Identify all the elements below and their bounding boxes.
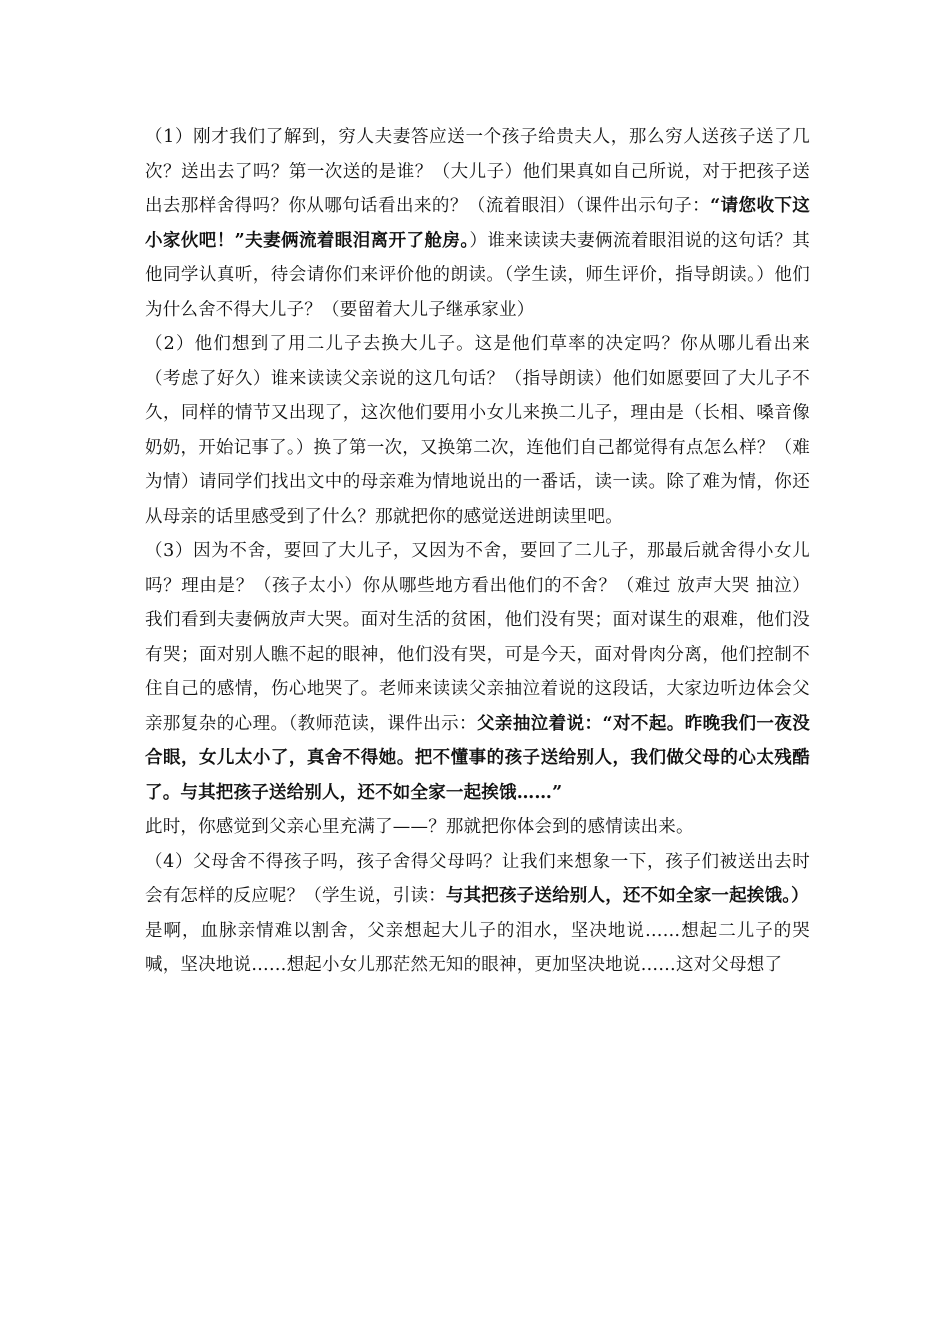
paragraph-2-text: （2）他们想到了用二儿子去换大儿子。这是他们草率的决定吗？你从哪儿看出来（考虑了好久）谁来读读父亲说的这几句话？（指导朗读）他们如愿要回了大儿子不久，同样的情节又出现了，这次他们要用小女儿来换二儿子，理由是（长相、嗓音像奶奶，开始记事了。）换了第一次，又换第二次，连他们自己都觉得有点怎么样？（难为情）请同学们找出文中的母亲难为情地说出的一番话，读一读。除了难为情，你还从母亲的话里感受到了什么？那就把你的感觉送进朗读里吧。 [145,334,810,527]
paragraph-3-text: （3）因为不舍，要回了大儿子，又因为不舍，要回了二儿子，那最后就舍得小女儿吗？理由是？（孩子太小）你从哪些地方看出他们的不舍？（难过 放声大哭 抽泣）我们看到夫妻俩放声大哭。面对生活的贫困，他们没有哭；面对谋生的艰难，他们没有哭；面对别人瞧不起的眼神，他们没有哭，可是今天，面对骨肉分离，他们控制不住自己的感情，伤心地哭了。老师来读读父亲抽泣着说的这段话，大家边听边体会父亲那复杂的心理。（教师范读，课件出示： [145,541,810,734]
paragraph-1-bold-quote: “请您收下这小家伙吧！”夫妻俩流着眼泪离开了舱房。 [145,196,811,251]
paragraph-1-text-a: （1）刚才我们了解到，穷人夫妻答应送一个孩子给贵夫人，那么穷人送孩子送了几次？送出去了吗？第一次送的是谁？（大儿子）他们果真如自己所说，对于把孩子送出去那样舍得吗？你从哪句话看出来的？（流着眼泪）（课件出示句子： [145,127,810,216]
paragraph-5 [145,845,810,914]
paragraph-1-text-b: ）谁来读读夫妻俩流着眼泪说的这句话？其他同学认真听，待会请你们来评价他的朗读。（学生读，师生评价，指导朗读。）他们为什么舍不得大儿子？（要留着大儿子继承家业） [145,230,810,320]
paragraph-5-bold-quote: 与其把孩子送给别人，还不如全家一起挨饿。） [445,886,809,906]
paragraph-2 [145,327,810,534]
paragraph-6 [145,914,810,983]
paragraph-4-text: 此时，你感觉到父亲心里充满了——？那就把你体会到的感情读出来。 [145,817,694,837]
paragraph-6-text: 是啊，血脉亲情难以割舍，父亲想起大儿子的泪水，坚决地说……想起二儿子的哭喊，坚决地说……想起小女儿那茫然无知的眼神，更加坚决地说……这对父母想了 [145,920,810,975]
paragraph-3-bold-quote: 父亲抽泣着说：“对不起。昨晚我们一夜没合眼，女儿太小了，真舍不得她。把不懂事的孩子送给别人，我们做父母的心太残酷了。与其把孩子送给别人，还不如全家一起挨饿……” [145,713,810,803]
paragraph-5-text: （4）父母舍不得孩子吗，孩子舍得父母吗？让我们来想象一下，孩子们被送出去时会有怎样的反应呢？（学生说，引读： [145,851,810,906]
paragraph-1 [145,120,810,327]
paragraph-4 [145,810,810,845]
paragraph-3 [145,534,810,810]
